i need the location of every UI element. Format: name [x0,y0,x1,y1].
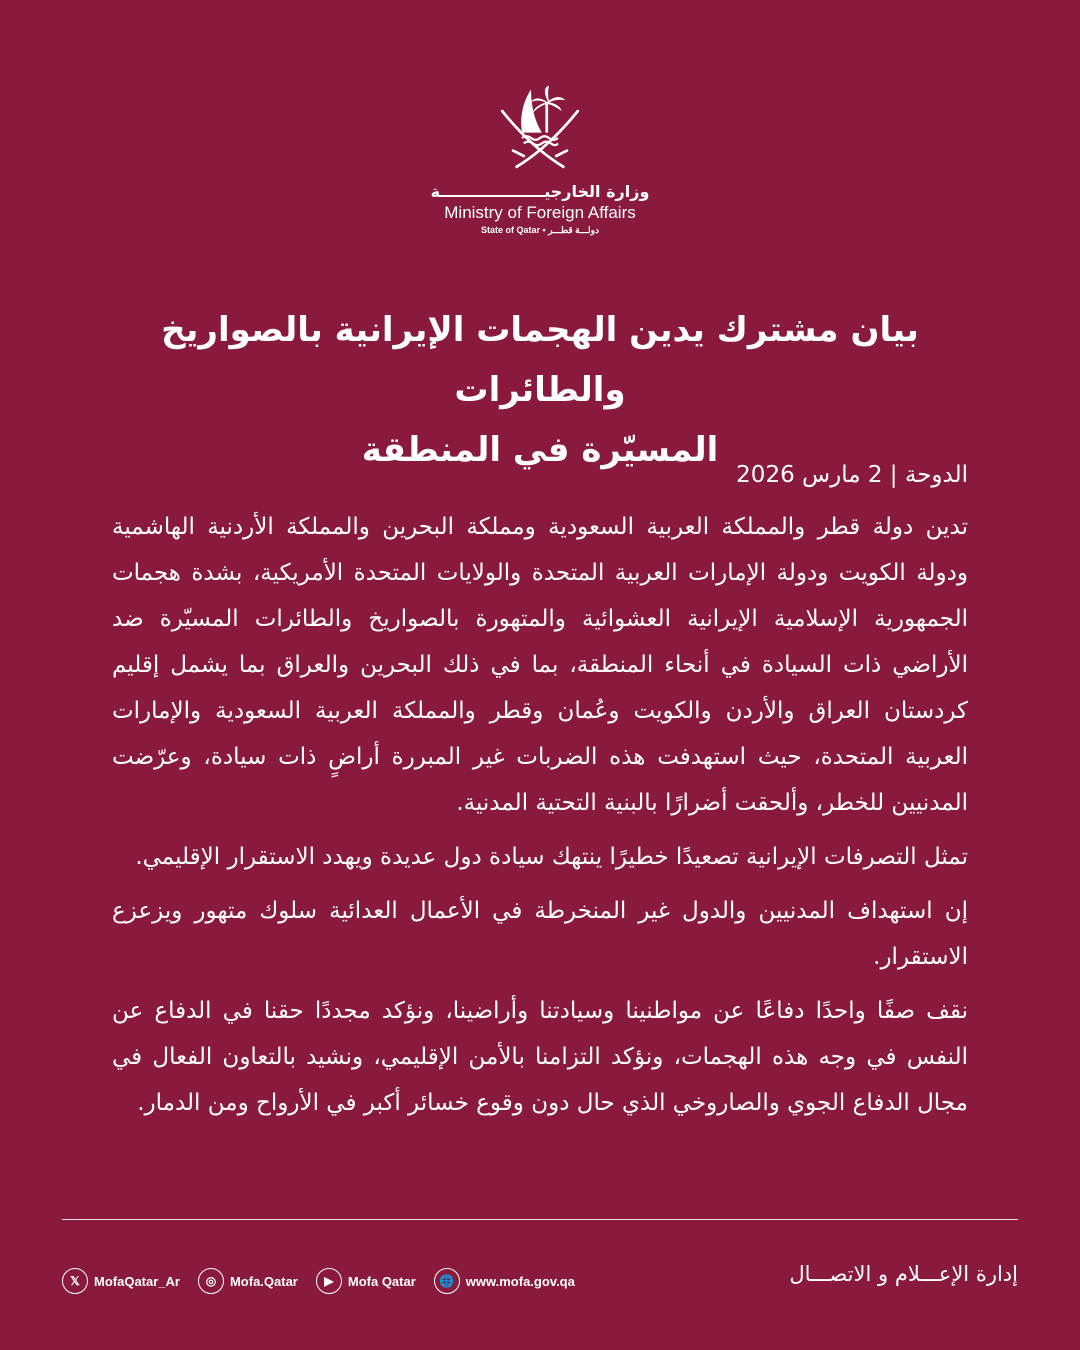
youtube-icon: ▶ [316,1268,342,1294]
social-label-instagram: Mofa.Qatar [229,1273,298,1289]
social-link-instagram[interactable] [198,1268,298,1294]
globe-icon: 🌐 [434,1268,460,1294]
social-link-x[interactable] [62,1268,180,1294]
paragraph-2: تمثل التصرفات الإيرانية تصعيدًا خطيرًا ينتهك سيادة دول عديدة ويهدد الاستقرار الإقليمي. [135,844,968,870]
paragraph-3: إن استهداف المدنيين والدول غير المنخرطة في الأعمال العدائية سلوك متهور ويزعزع الاستقرار. [112,898,968,970]
footer-divider [62,1219,1018,1220]
social-label-youtube: Mofa Qatar [347,1273,416,1289]
paragraph-1: تدين دولة قطر والمملكة العربية السعودية ومملكة البحرين والمملكة الأردنية الهاشمية ودولة الكويت ودولة الإمارات العربية المتحدة والولايات المتحدة الأمريكية، بشدة هجمات الجمهورية الإسلامية الإيرانية العشوائية والمتهورة بالصواريخ والطائرات المسيّرة ضد الأراضي ذات السيادة في أنحاء المنطقة، بما في ذلك البحرين والعراق بما يشمل إقليم كردستان العراق والأردن والكويت وعُمان وقطر والمملكة العربية السعودية والإمارات العربية المتحدة، حيث استهدفت هذه الضربات غير المبررة أراضٍ ذات سيادة، وعرّضت المدنيين للخطر، وألحقت أضرارًا بالبنية التحتية المدنية. [112,514,968,816]
title-line-1: بيان مشترك يدين الهجمات الإيرانية بالصواريخ والطائرات [161,310,919,410]
social-label-x: MofaQatar_Ar [94,1273,180,1289]
social-link-website[interactable] [434,1268,575,1294]
statement-body [112,452,968,1134]
x-icon: 𝕏 [62,1268,88,1294]
social-link-youtube[interactable] [316,1268,416,1294]
state-of-qatar-line: State of Qatar • دولـــة قطـــر [480,225,600,235]
qatar-emblem-icon [495,84,585,174]
ministry-name-arabic: وزارة الخارجيـــــــــــــــــــة [430,182,650,201]
instagram-icon: ◎ [198,1268,224,1294]
media-department-label: إدارة الإعـــلام و الاتصـــال [789,1262,1018,1286]
ministry-name-english: Ministry of Foreign Affairs [444,203,636,222]
dateline: الدوحة | 2 مارس 2026 [736,462,968,488]
ministry-logo [0,84,1080,236]
social-label-website: www.mofa.gov.qa [465,1273,575,1289]
title-line-2: المسيّرة في المنطقة [361,430,719,470]
social-links [62,1266,575,1296]
paragraph-4: نقف صفًا واحدًا دفاعًا عن مواطنينا وسيادتنا وأراضينا، ونؤكد مجددًا حقنا في الدفاع عن النفس في وجه هذه الهجمات، ونؤكد التزامنا بالأمن الإقليمي، ونشيد بالتعاون الفعال في مجال الدفاع الجوي والصاروخي الذي حال دون وقوع خسائر أكبر في الأرواح ومن الدمار. [112,998,968,1116]
